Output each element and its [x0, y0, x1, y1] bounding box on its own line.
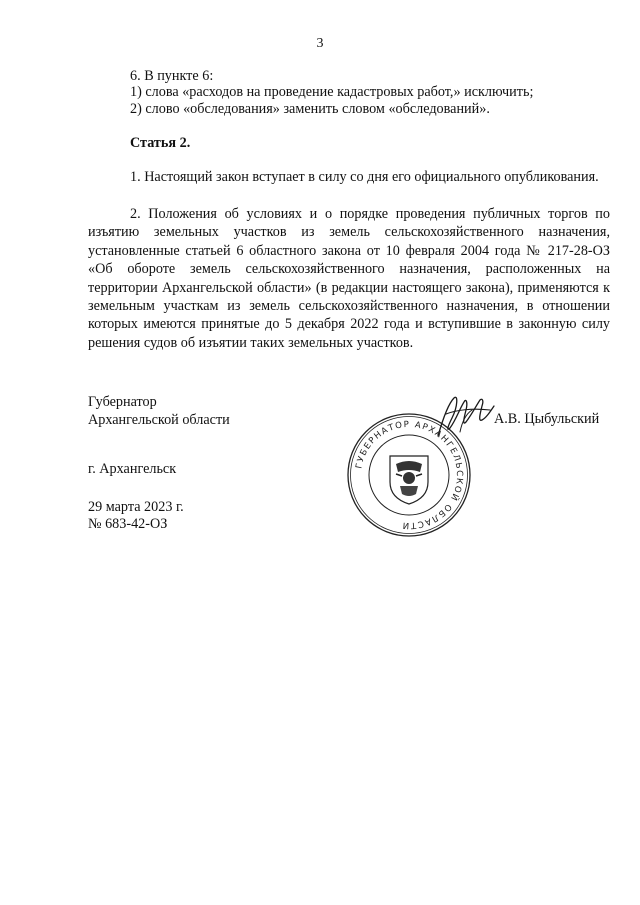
- signatory-title: [88, 393, 230, 429]
- place-of-signing: г. Архангельск: [88, 461, 177, 477]
- article-paragraph-2: 2. Положения об условиях и о порядке проведения публичных торгов по изъятию земельных участков из земель сельскохозяйственного назначения, установленные статьей 6 областного закона от 10 февраля 2004 года № 217-28-ОЗ «Об обороте земель сельскохозяйственного назначения, расположенных на территории Архангельской области» (в редакции настоящего закона), применяются к земельным участкам из земель сельскохозяйственного назначения, в отношении которых имеются принятые до 5 декабря 2022 года и вступившие в законную силу решения судов об изъятии таких земельных участков.: [88, 206, 610, 351]
- signatory-title-line-2: Архангельской области: [88, 412, 230, 428]
- signatory-title-line-1: Губернатор: [88, 394, 157, 410]
- amendment-item: 6. В пункте 6:: [130, 68, 214, 84]
- amendment-subitem-2: 2) слово «обследования» заменить словом «обследований».: [130, 101, 490, 117]
- coat-of-arms-icon: [390, 456, 428, 504]
- amendment-subitem-1: 1) слова «расходов на проведение кадастровых работ,» исключить;: [130, 84, 534, 100]
- law-number: № 683-42-ОЗ: [88, 516, 168, 532]
- handwritten-signature: [432, 392, 500, 444]
- page-number: 3: [316, 36, 324, 51]
- signing-date: 29 марта 2023 г.: [88, 499, 184, 515]
- signer-name: А.В. Цыбульский: [494, 411, 600, 427]
- article-heading: Статья 2.: [130, 135, 191, 151]
- article-paragraph-1: 1. Настоящий закон вступает в силу со дня его официального опубликования.: [130, 169, 599, 185]
- seal-ring-text: ГУБЕРНАТОР АРХАНГЕЛЬСКОЙ ОБЛАСТИ: [354, 419, 465, 531]
